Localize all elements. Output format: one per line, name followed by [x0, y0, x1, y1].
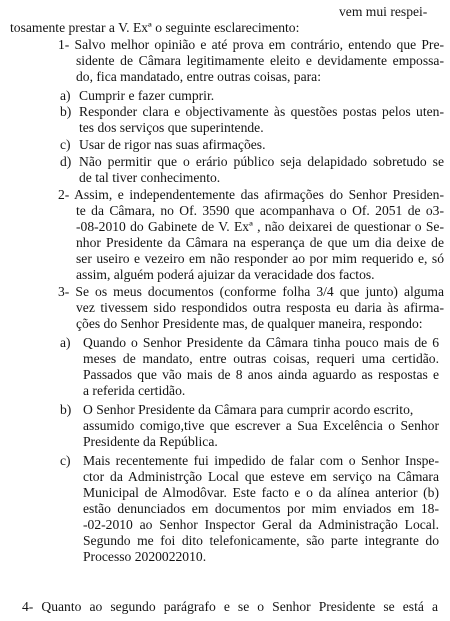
list-item-text: O Senhor Presidente da Câmara para cumprir acordo escrito,	[83, 402, 414, 417]
list-item-text: Responder clara e objectivamente às questões postas pelos uten-	[79, 104, 444, 119]
list-marker: a)	[60, 335, 71, 350]
point-3-line: ções do Senhor Presidente mas, de qualquer maneira, respondo:	[76, 316, 423, 331]
list-marker: c)	[60, 453, 71, 468]
point-4-line: 4- Quanto ao segundo parágrafo e se o Senhor Presidente se está a	[22, 599, 438, 614]
list-item-text: Presidente da República.	[83, 434, 218, 449]
list-marker: a)	[60, 88, 71, 103]
list-item-text: ctor da Administrção Local que esteve em serviço na Câmara	[83, 469, 439, 484]
list-item-text: Passados que vão mais de 8 anos ainda aguardo as respostas e	[83, 367, 439, 382]
list-item-text: tes dos serviços que superintende.	[79, 120, 264, 135]
list-marker: b)	[60, 104, 72, 119]
list-item-text: Cumprir e fazer cumprir.	[79, 88, 215, 103]
list-item-text: de tal tiver conhecimento.	[79, 170, 221, 185]
point-2-line: te da Câmara, no Of. 3590 que acompanhava o Of. 2051 de o3-	[76, 203, 444, 218]
list-item-text: Municipal de Almodôvar. Este facto e o da alínea anterior (b)	[83, 485, 439, 500]
list-item-text: Segundo me foi dito telefonicamente, são parte integrante do	[83, 533, 439, 548]
point-2-line: nhor Presidente da Câmara na esperança de que um dia deixe de	[76, 235, 444, 250]
point-2-line: -08-2010 do Gabinete de V. Exª , não deixarei de questionar o Se-	[76, 219, 444, 234]
list-marker: b)	[60, 402, 72, 417]
point-2-line: 2- Assim, e independentemente das afirmações do Senhor Presiden-	[58, 187, 444, 202]
list-marker: d)	[60, 154, 72, 169]
list-marker: c)	[60, 137, 71, 152]
list-item-text: Usar de rigor nas suas afirmações.	[79, 137, 266, 152]
point-1-line: do, fica mandatado, entre outras coisas, para:	[76, 69, 321, 84]
point-2-line: assim, alguém poderá ajuizar da veracidade dos factos.	[76, 267, 375, 282]
point-1-line: 1- Salvo melhor opinião e até prova em contrário, entendo que Pre-	[58, 37, 444, 52]
list-item-text: estão denunciados em documentos por mim enviados em 18-	[83, 501, 439, 516]
point-3-line: 3- Se os meus documentos (conforme folha 3/4 que junto) alguma	[58, 284, 444, 299]
list-item-text: Não permitir que o erário público seja delapidado sobretudo se	[79, 154, 444, 169]
list-item-text: Quando o Senhor Presidente da Câmara tinha pouco mais de 6	[83, 335, 439, 350]
opening-line: vem mui respei-	[339, 4, 428, 19]
list-item-text: assumido comigo,tive que escrever a Sua Excelência o Senhor	[83, 418, 439, 433]
list-item-text: Processo 2020022010.	[83, 549, 207, 564]
list-item-text: meses de mandato, entre outras coisas, requeri uma certidão.	[83, 351, 439, 366]
point-3-line: vez tivessem sido respondidos outra resposta eu daria às afirma-	[76, 300, 444, 315]
opening-line: tosamente prestar a V. Exª o seguinte esclarecimento:	[10, 20, 300, 35]
list-item-text: a referida certidão.	[83, 383, 186, 398]
list-item-text: Mais recentemente fui impedido de falar com o Senhor Inspe-	[83, 453, 439, 468]
list-item-text: -02-2010 ao Senhor Inspector Geral da Administração Local.	[83, 517, 439, 532]
point-1-line: sidente de Câmara legitimamente eleito e devidamente empossa-	[76, 53, 444, 68]
point-2-line: ser useiro e vezeiro em não responder ao por mim requerido e, só	[76, 251, 444, 266]
